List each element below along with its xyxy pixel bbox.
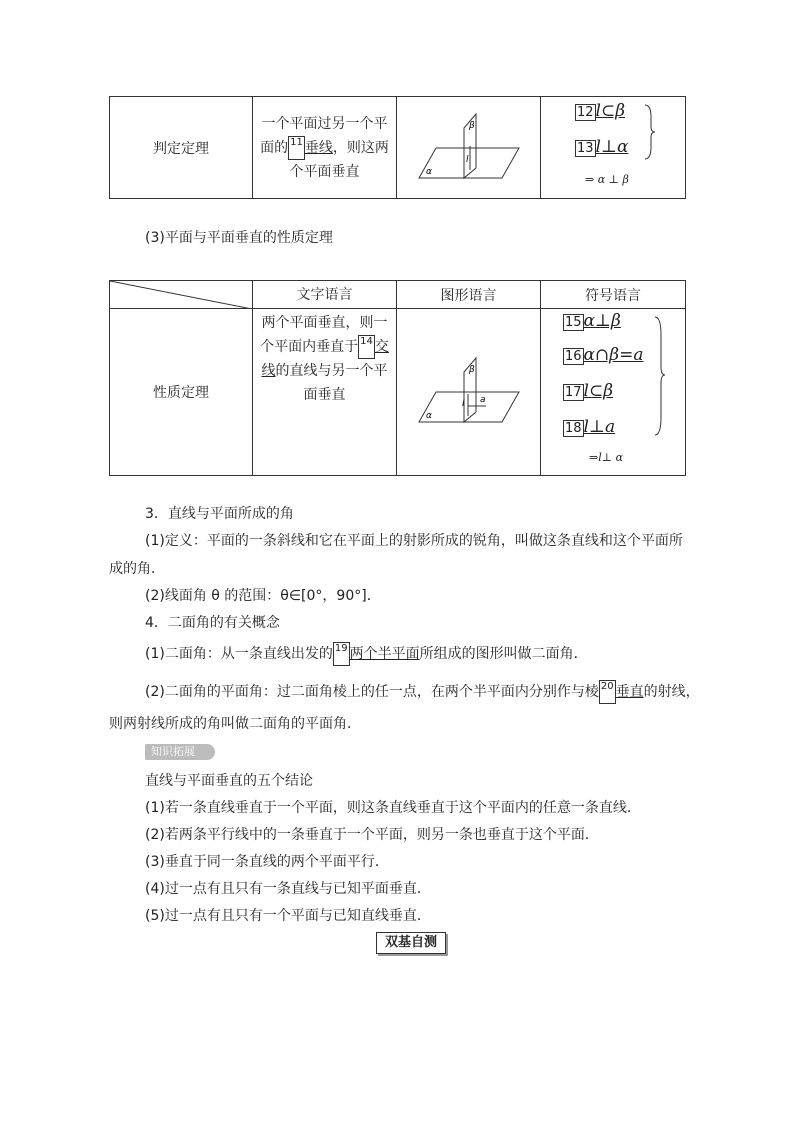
brace-icon — [653, 315, 667, 437]
figure-cell — [397, 97, 541, 199]
extension-item: (3)垂直于同一条直线的两个平面平行． — [145, 854, 389, 870]
answer-underline: 交 — [374, 339, 389, 355]
row-label: 性质定理 — [110, 309, 253, 476]
text-line: 一个平面过另一个平 — [261, 115, 388, 132]
section-3-range: (2)线面角 θ 的范围：θ∈[0°，90°]． — [145, 588, 381, 604]
l-label: l — [465, 154, 469, 165]
section-heading: (3)平面与平面垂直的性质定理 — [145, 230, 333, 246]
double-basics-self-test-button[interactable]: 双基自测 — [376, 932, 446, 954]
text-language-cell — [253, 309, 397, 476]
text-line: 面的 11 垂线，则这两 — [253, 136, 396, 160]
perpendicular-planes-figure — [414, 106, 524, 186]
beta-label: β — [468, 365, 475, 375]
blank-number-box: 11 — [288, 136, 305, 160]
header-figure-language: 图形语言 — [397, 281, 541, 309]
section-4-item-1: (1)二面角：从一条直线出发的 19 两个半平面所组成的图形叫做二面角． — [145, 642, 588, 666]
beta-label: β — [468, 120, 475, 131]
section-3-definition-cont: 成的角． — [109, 561, 165, 577]
symbol-15: 15 α⊥β — [565, 311, 621, 331]
extension-item: (2)若两条平行线中的一条垂直于一个平面，则另一条也垂直于这个平面． — [145, 827, 599, 843]
brace-icon — [643, 103, 657, 161]
answer-underline: 两个半平面 — [349, 646, 420, 662]
row-label: 判定定理 — [110, 97, 253, 199]
blank-number-box: 20 — [599, 680, 616, 704]
extension-item: (4)过一点有且只有一条直线与已知平面垂直． — [145, 881, 431, 897]
symbol-12: 12 l⊂β — [577, 101, 626, 121]
text-line: 面垂直 — [303, 387, 346, 403]
diagonal-line — [110, 281, 252, 309]
theorem-table-determination — [109, 96, 686, 199]
alpha-label: α — [425, 166, 432, 177]
text-line: 个平面垂直 — [289, 163, 360, 180]
section-4-item-2: (2)二面角的平面角：过二面角棱上的任一点，在两个半平面内分别作与棱 20 垂直的射线， — [145, 680, 700, 704]
symbol-16: 16 α∩β=a — [565, 345, 644, 365]
header-text-language: 文字语言 — [253, 281, 397, 309]
blank-number-box: 14 — [358, 335, 375, 359]
section-4-item-2-cont: 则两射线所成的角叫做二面角的平面角． — [109, 716, 361, 732]
symbol-cell — [541, 309, 686, 476]
theorem-table-property — [109, 280, 686, 476]
text-line: 个平面内垂直于 14 交 — [253, 335, 396, 359]
extension-title: 直线与平面垂直的五个结论 — [145, 773, 313, 789]
symbol-18: 18 l⊥a — [565, 417, 616, 437]
figure-cell — [397, 309, 541, 476]
text-line: 线的直线与另一个平 — [261, 363, 388, 379]
symbol-17: 17 l⊂β — [565, 381, 614, 401]
blank-number-box: 19 — [333, 642, 350, 666]
conclusion: ⇒l⊥ α — [589, 451, 624, 464]
extension-item: (5)过一点有且只有一个平面与已知直线垂直． — [145, 908, 431, 924]
answer-underline: 垂直 — [615, 684, 644, 700]
alpha-label: α — [425, 411, 432, 421]
section-3-definition: (1)定义：平面的一条斜线和它在平面上的射影所成的锐角，叫做这条直线和这个平面所 — [145, 533, 683, 549]
section-4-title: 4．二面角的有关概念 — [145, 615, 280, 631]
knowledge-extension-badge: 知识拓展 — [145, 744, 215, 760]
l-label: l — [461, 399, 465, 409]
conclusion: ⇒ α ⊥ β — [585, 173, 629, 186]
text-line: 两个平面垂直，则一 — [261, 315, 388, 331]
a-label: a — [479, 395, 486, 405]
answer-underline: 垂线 — [304, 139, 333, 156]
symbol-13: 13 l⊥α — [577, 137, 629, 157]
perpendicular-planes-figure — [414, 350, 524, 430]
text-language-cell — [253, 97, 397, 199]
diagonal-header-cell — [110, 281, 253, 309]
symbol-cell — [541, 97, 686, 199]
extension-item: (1)若一条直线垂直于一个平面，则这条直线垂直于这个平面内的任意一条直线． — [145, 800, 641, 816]
section-3-title: 3．直线与平面所成的角 — [145, 506, 294, 522]
header-symbol-language: 符号语言 — [541, 281, 686, 309]
